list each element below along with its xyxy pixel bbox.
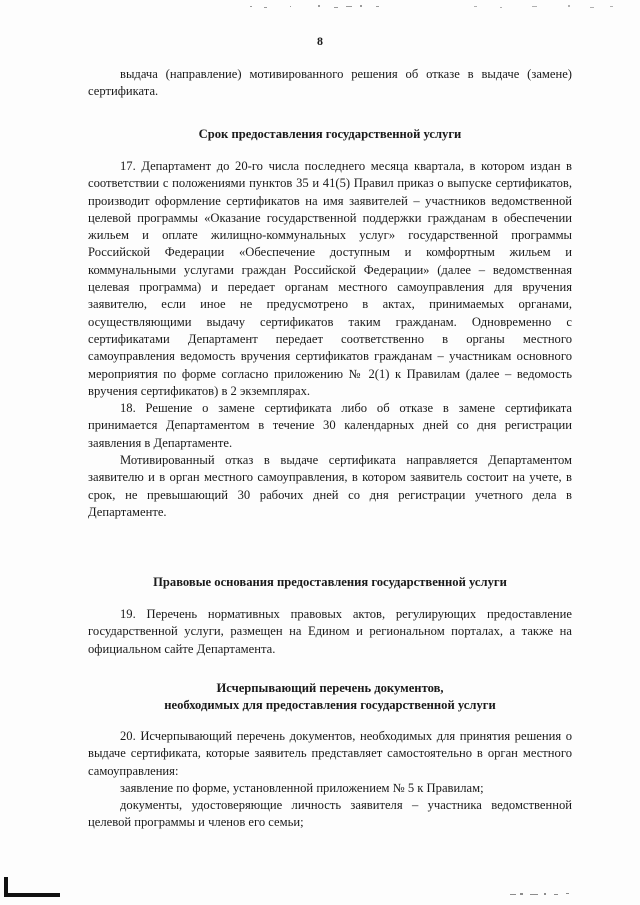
paragraph-18-refusal: Мотивированный отказ в выдаче сертификата направляется Департаментом заявителю и в орган местного самоуправления, в котором заявитель состоит на учете, в срок, не превышающий 30 рабочих дней со дня регистрации учетного дела в Департаменте. xyxy=(88,453,572,519)
paragraph-20: 20. Исчерпывающий перечень документов, необходимых для принятия решения о выдаче сертификата, которые заявитель представляет самостоятельно в орган местного самоуправления: xyxy=(88,729,572,778)
corner-crop-mark xyxy=(4,877,60,897)
paragraph-19: 19. Перечень нормативных правовых актов, регулирующих предоставление государственной услуги, размещен на Едином и региональном порталах, а также на официальном сайте Департамента. xyxy=(88,607,572,656)
paragraph-18: 18. Решение о замене сертификата либо об отказе в замене сертификата принимается Департаментом в течение 30 календарных дней со дня регистрации заявления в Департаменте. xyxy=(88,401,572,450)
section-heading-term: Срок предоставления государственной услуги xyxy=(198,127,462,141)
scan-noise-top xyxy=(250,4,390,10)
section-heading-documents xyxy=(88,680,572,714)
section-heading-documents-line-2: необходимых для предоставления государственной услуги xyxy=(164,698,496,712)
page-number: 8 xyxy=(317,34,323,48)
legal-section-body xyxy=(88,606,572,658)
corner-crop-mark-horizontal xyxy=(4,893,60,897)
scan-noise-top-right xyxy=(470,4,620,10)
term-section-body xyxy=(88,158,572,521)
section-heading-documents-line-1: Исчерпывающий перечень документов, xyxy=(216,681,444,695)
documents-section-body xyxy=(88,728,572,832)
scan-noise-bottom xyxy=(510,891,580,897)
paragraph-17: 17. Департамент до 20-го числа последнего месяца квартала, в котором издан в соответствии с положениями пунктов 35 и 41(5) Правил приказ о выпуске сертификатов, производит оформление сертификатов на имя заявителей – участников ведомственной целевой программы «Оказание государственной поддержки гражданам в обеспечении жильем и оплате жилищно-коммунальных услуг» государственной программы Российской Федерации «Обеспечение доступным и комфортным жильем и коммунальными услугами граждан Российской Федерации» (далее – ведомственная целевая программа) и передает органам местного самоуправления для вручения заявителю, если иное не предусмотрено в актах, принимаемых органами, осуществляющими выдачу сертификатов таким гражданам. Одновременно с сертификатами Департамент передает соответственно в органы местного самоуправления ведомость вручения сертификатов гражданам – участникам основного мероприятия по форме согласно приложению № 2(1) к Правилам (далее – ведомость вручения сертификатов) в 2 экземплярах. xyxy=(88,159,572,398)
paragraph-20-application: заявление по форме, установленной приложением № 5 к Правилам; xyxy=(120,780,484,795)
intro-paragraph: выдача (направление) мотивированного решения об отказе в выдаче (замене) сертификата. xyxy=(88,67,572,99)
intro-paragraph-block xyxy=(88,66,572,101)
paragraph-20-identity-docs: документы, удостоверяющие личность заявителя – участника ведомственной целевой программы и членов его семьи; xyxy=(88,798,572,830)
section-heading-legal: Правовые основания предоставления государственной услуги xyxy=(153,575,507,589)
